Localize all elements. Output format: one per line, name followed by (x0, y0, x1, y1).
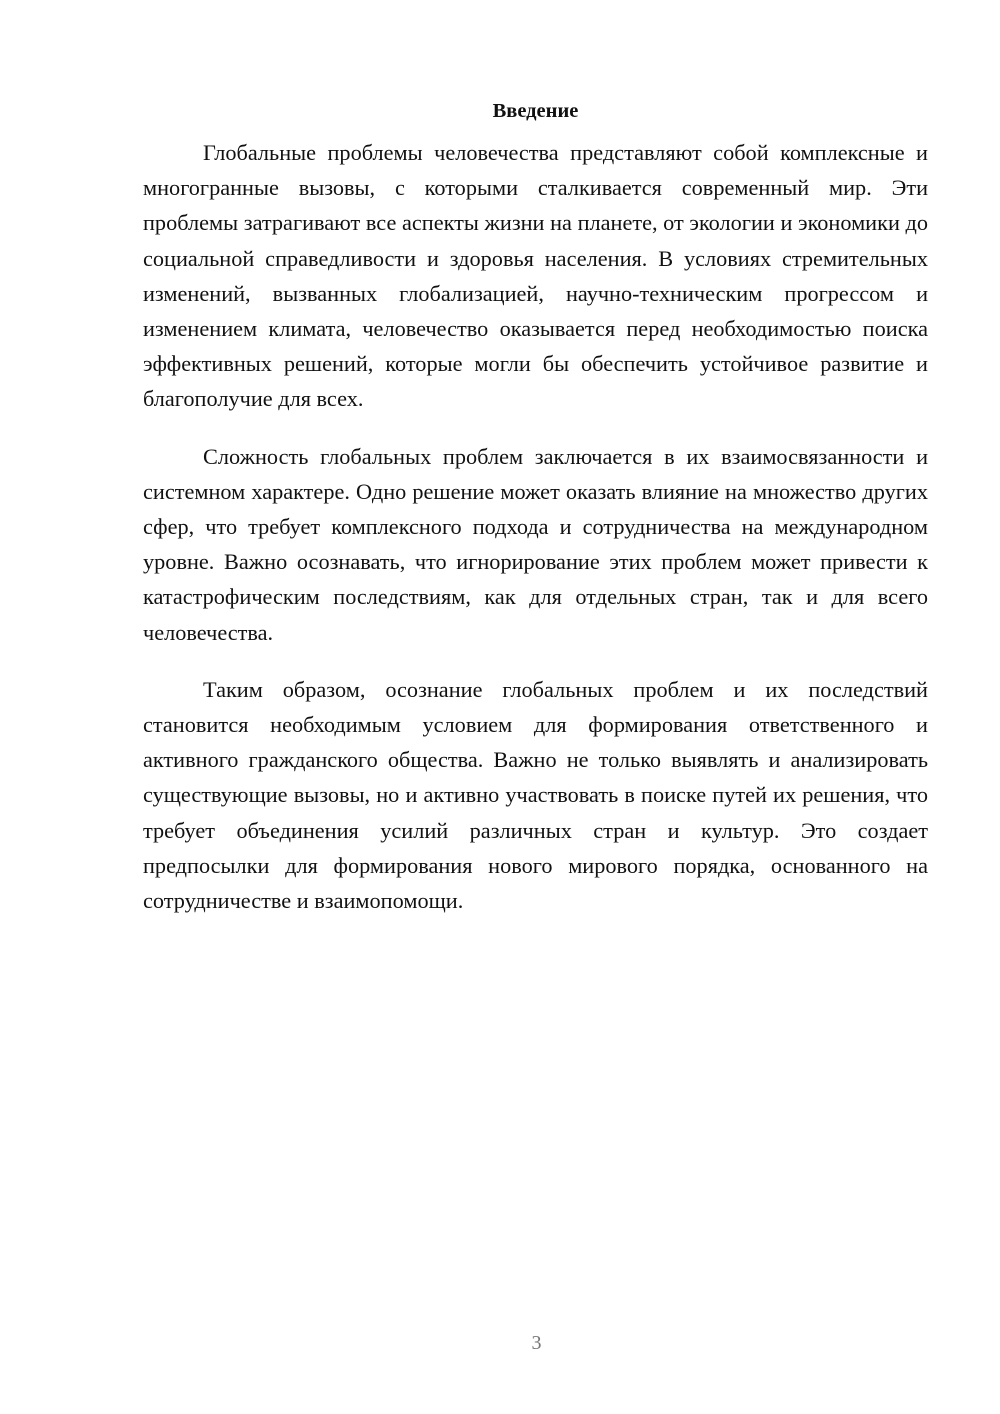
page-content (143, 94, 928, 940)
paragraph-2: Сложность глобальных проблем заключается в их взаимосвязанности и системном характере. Одно решение может оказать влияние на множество других сфер, что требует комплексного подхода и сотрудничества на международном уровне. Важно осознавать, что игнорирование этих проблем может привести к катастрофическим последствиям, как для отдельных стран, так и для всего человечества. (143, 443, 928, 645)
page-title: Введение (492, 100, 579, 122)
page-number: 3 (531, 1332, 542, 1354)
paragraph-1: Глобальные проблемы человечества представляют собой комплексные и многогранные вызовы, с которыми сталкивается современный мир. Эти проблемы затрагивают все аспекты жизни на планете, от экологии и экономики до социальной справедливости и здоровья населения. В условиях стремительных изменений, вызванных глобализацией, научно-техническим прогрессом и изменением климата, человечество оказывается перед необходимостью поиска эффективных решений, которые могли бы обеспечить устойчивое развитие и благополучие для всех. (143, 140, 928, 412)
paragraph-3: Таким образом, осознание глобальных проблем и их последствий становится необходимым условием для формирования ответственного и активного гражданского общества. Важно не только выявлять и анализировать существующие вызовы, но и активно участвовать в поиске путей их решения, что требует объединения усилий различных стран и культур. Это создает предпосылки для формирования нового мирового порядка, основанного на сотрудничестве и взаимопомощи. (143, 676, 928, 914)
